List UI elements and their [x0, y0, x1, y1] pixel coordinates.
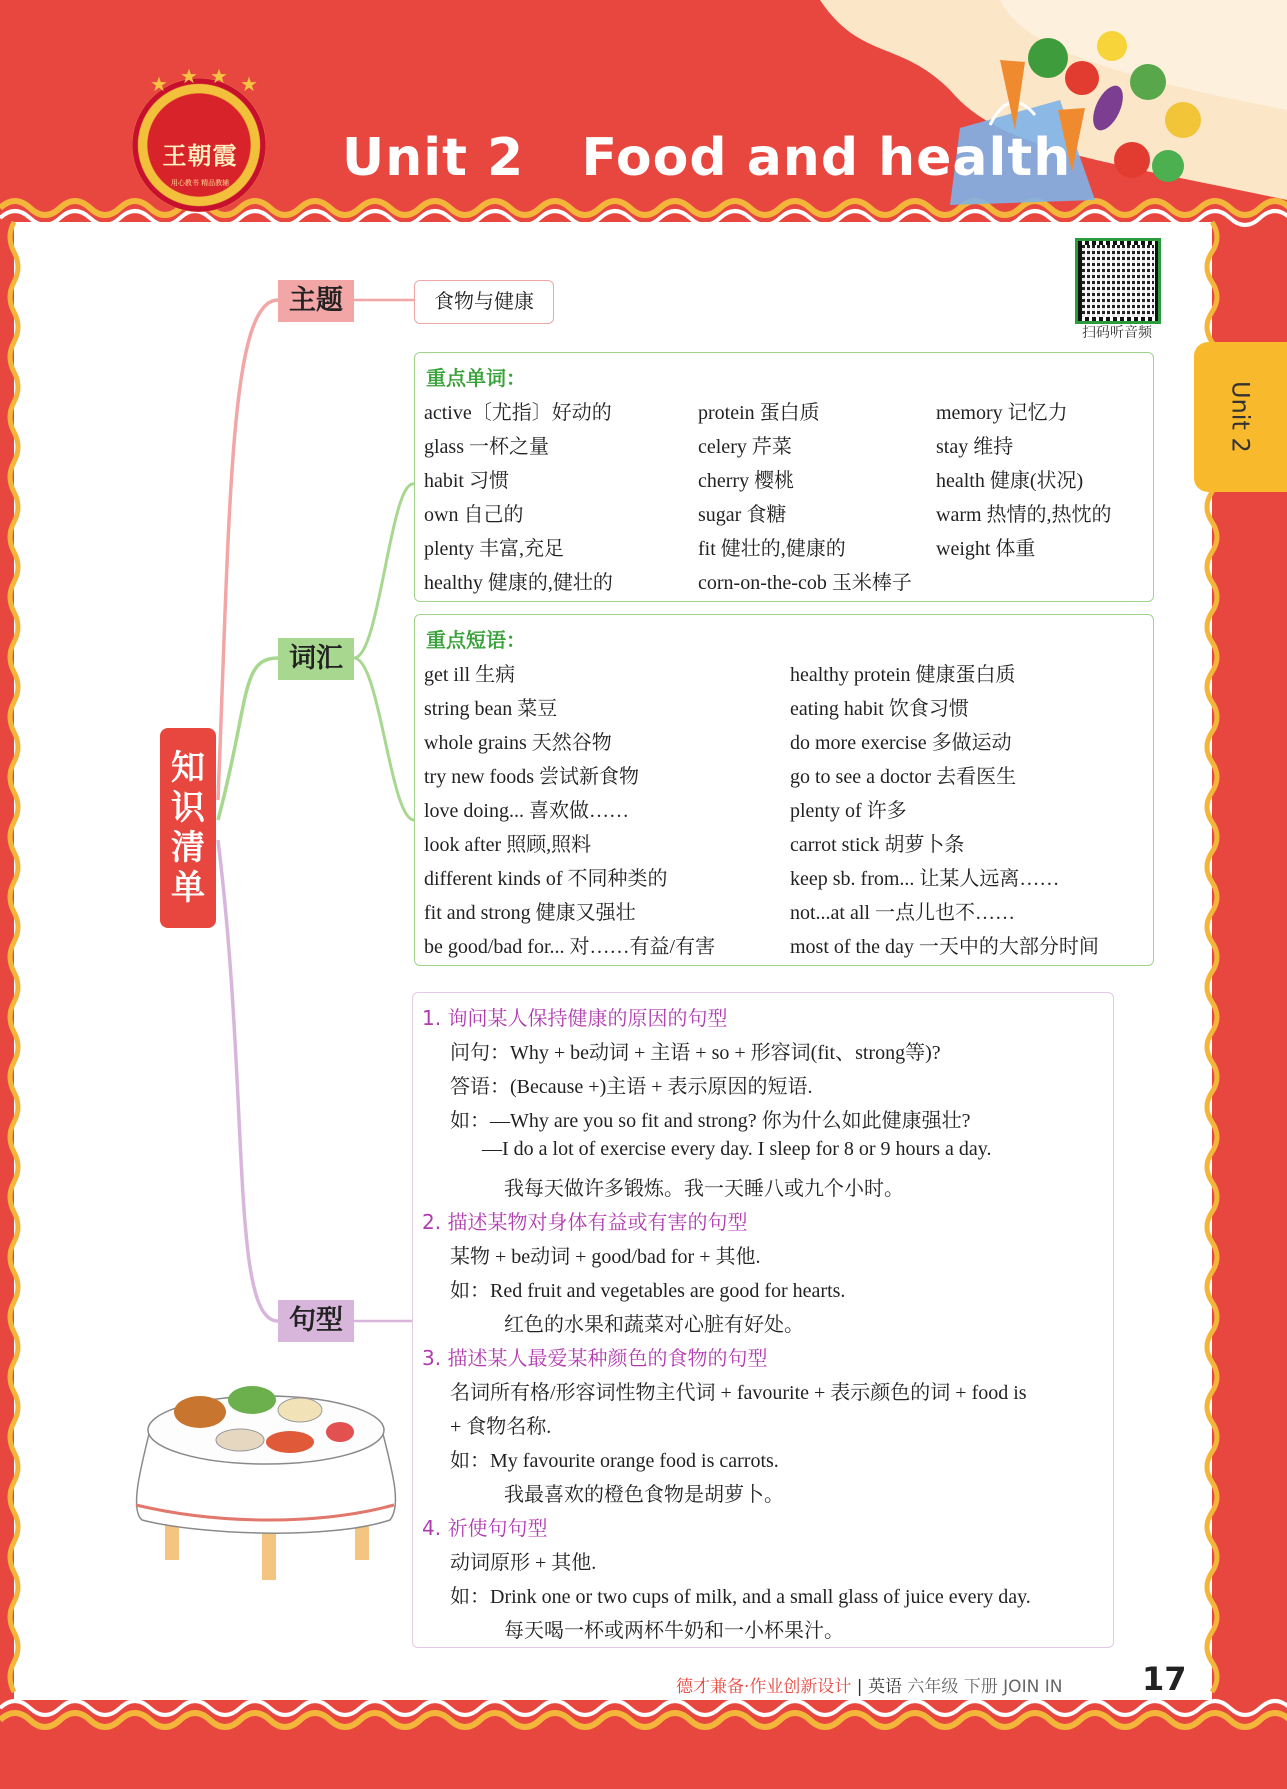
- pattern-line: 动词原形 + 其他.: [450, 1552, 597, 1574]
- key-word-item: own 自己的: [424, 504, 524, 526]
- key-word-item: glass 一杯之量: [424, 436, 549, 458]
- key-word-item: fit 健壮的,健康的: [698, 538, 846, 560]
- key-phrase-item: get ill 生病: [424, 664, 516, 686]
- key-phrase-item: do more exercise 多做运动: [790, 732, 1012, 754]
- footer-info: [676, 1672, 1062, 1697]
- key-word-item: sugar 食糖: [698, 504, 787, 526]
- pattern-line: 如：Red fruit and vegetables are good for hearts.: [450, 1280, 846, 1302]
- footer-brand: 德才兼备·作业创新设计: [676, 1677, 852, 1697]
- pattern-line: —I do a lot of exercise every day. I sleep for 8 or 9 hours a day.: [482, 1138, 992, 1160]
- key-word-item: memory 记忆力: [936, 402, 1068, 424]
- root-char: 识: [171, 788, 205, 828]
- key-phrase-item: string bean 菜豆: [424, 698, 558, 720]
- footer-grade: 六年级: [907, 1677, 959, 1697]
- key-phrase-item: different kinds of 不同种类的: [424, 868, 668, 890]
- key-phrase-item: fit and strong 健康又强壮: [424, 902, 636, 924]
- pattern-line: 每天喝一杯或两杯牛奶和一小杯果汁。: [504, 1620, 844, 1642]
- pattern-line: 名词所有格/形容词性物主代词 + favourite + 表示颜色的词 + food is: [450, 1382, 1027, 1404]
- pattern-line: + 食物名称.: [450, 1416, 552, 1438]
- key-word-item: cherry 樱桃: [698, 470, 795, 492]
- page-number: 17: [1142, 1660, 1187, 1698]
- qr-code-pattern: [1082, 245, 1154, 317]
- key-phrase-item: be good/bad for... 对……有益/有害: [424, 936, 716, 958]
- key-word-item: celery 芹菜: [698, 436, 792, 458]
- key-phrase-item: carrot stick 胡萝卜条: [790, 834, 965, 856]
- pattern-line: 红色的水果和蔬菜对心脏有好处。: [504, 1314, 804, 1336]
- key-phrase-item: not...at all 一点儿也不……: [790, 902, 1015, 924]
- pattern-line: 答语：(Because +)主语 + 表示原因的短语.: [450, 1076, 813, 1098]
- root-char: 知: [171, 748, 205, 788]
- logo-star-icon: ★: [210, 64, 228, 88]
- footer-term: 下册: [963, 1677, 998, 1697]
- key-word-item: plenty 丰富,充足: [424, 538, 564, 560]
- key-word-item: health 健康(状况): [936, 470, 1084, 492]
- key-phrase-item: keep sb. from... 让某人远离……: [790, 868, 1060, 890]
- theme-tag: 主题: [278, 280, 354, 322]
- unit-side-tab-label: Unit 2: [1226, 381, 1255, 453]
- key-word-item: corn-on-the-cob 玉米棒子: [698, 572, 912, 594]
- pattern-line: 如：—Why are you so fit and strong? 你为什么如此健康强壮?: [450, 1110, 971, 1132]
- pattern-section-title: 1. 询问某人保持健康的原因的句型: [422, 1006, 728, 1030]
- pattern-line: 如：Drink one or two cups of milk, and a small glass of juice every day.: [450, 1586, 1031, 1608]
- key-phrase-item: look after 照顾,照料: [424, 834, 592, 856]
- qr-label: 扫码听音频: [1082, 325, 1152, 341]
- key-word-item: healthy 健康的,健壮的: [424, 572, 613, 594]
- vocab-tag: 词汇: [278, 638, 354, 680]
- key-word-item: habit 习惯: [424, 470, 509, 492]
- key-phrase-item: healthy protein 健康蛋白质: [790, 664, 1016, 686]
- pattern-section-title: 3. 描述某人最爱某种颜色的食物的句型: [422, 1346, 768, 1370]
- key-phrase-item: love doing... 喜欢做……: [424, 800, 629, 822]
- pattern-section-title: 2. 描述某物对身体有益或有害的句型: [422, 1210, 748, 1234]
- theme-value: 食物与健康: [414, 280, 554, 324]
- logo-subtext: 用心教书 精品教辅: [170, 179, 230, 187]
- root-char: 清: [171, 828, 205, 868]
- footer-divider: |: [851, 1677, 868, 1697]
- pattern-line: 问句：Why + be动词 + 主语 + so + 形容词(fit、strong等)?: [450, 1042, 941, 1064]
- pattern-line: 我最喜欢的橙色食物是胡萝卜。: [504, 1484, 784, 1506]
- logo-star-icon: ★: [240, 72, 258, 96]
- logo-star-icon: ★: [150, 72, 168, 96]
- key-word-item: protein 蛋白质: [698, 402, 820, 424]
- key-word-item: weight 体重: [936, 538, 1036, 560]
- key-phrase-item: most of the day 一天中的大部分时间: [790, 936, 1099, 958]
- key-phrase-item: go to see a doctor 去看医生: [790, 766, 1017, 788]
- logo-star-icon: ★: [180, 64, 198, 88]
- footer-edition: JOIN IN: [1003, 1677, 1063, 1697]
- root-char: 单: [171, 868, 205, 908]
- pattern-line: 如：My favourite orange food is carrots.: [450, 1450, 779, 1472]
- key-words-heading: 重点单词：: [426, 366, 526, 390]
- key-word-item: active〔尤指〕好动的: [424, 402, 612, 424]
- key-phrases-heading: 重点短语：: [426, 628, 526, 652]
- logo-text: 王朝霞: [162, 141, 238, 170]
- key-phrase-item: try new foods 尝试新食物: [424, 766, 639, 788]
- pattern-line: 我每天做许多锻炼。我一天睡八或九个小时。: [504, 1178, 904, 1200]
- key-phrase-item: plenty of 许多: [790, 800, 907, 822]
- key-word-item: warm 热情的,热忱的: [936, 504, 1112, 526]
- footer-subject: 英语: [867, 1677, 902, 1697]
- pattern-tag: 句型: [278, 1300, 354, 1342]
- page-title: Unit 2 Food and health: [342, 128, 1072, 188]
- pattern-section-title: 4. 祈使句句型: [422, 1516, 548, 1540]
- mindmap-root-tag: [160, 728, 216, 928]
- key-phrase-item: eating habit 饮食习惯: [790, 698, 969, 720]
- pattern-line: 某物 + be动词 + good/bad for + 其他.: [450, 1246, 761, 1268]
- key-word-item: stay 维持: [936, 436, 1014, 458]
- key-phrase-item: whole grains 天然谷物: [424, 732, 612, 754]
